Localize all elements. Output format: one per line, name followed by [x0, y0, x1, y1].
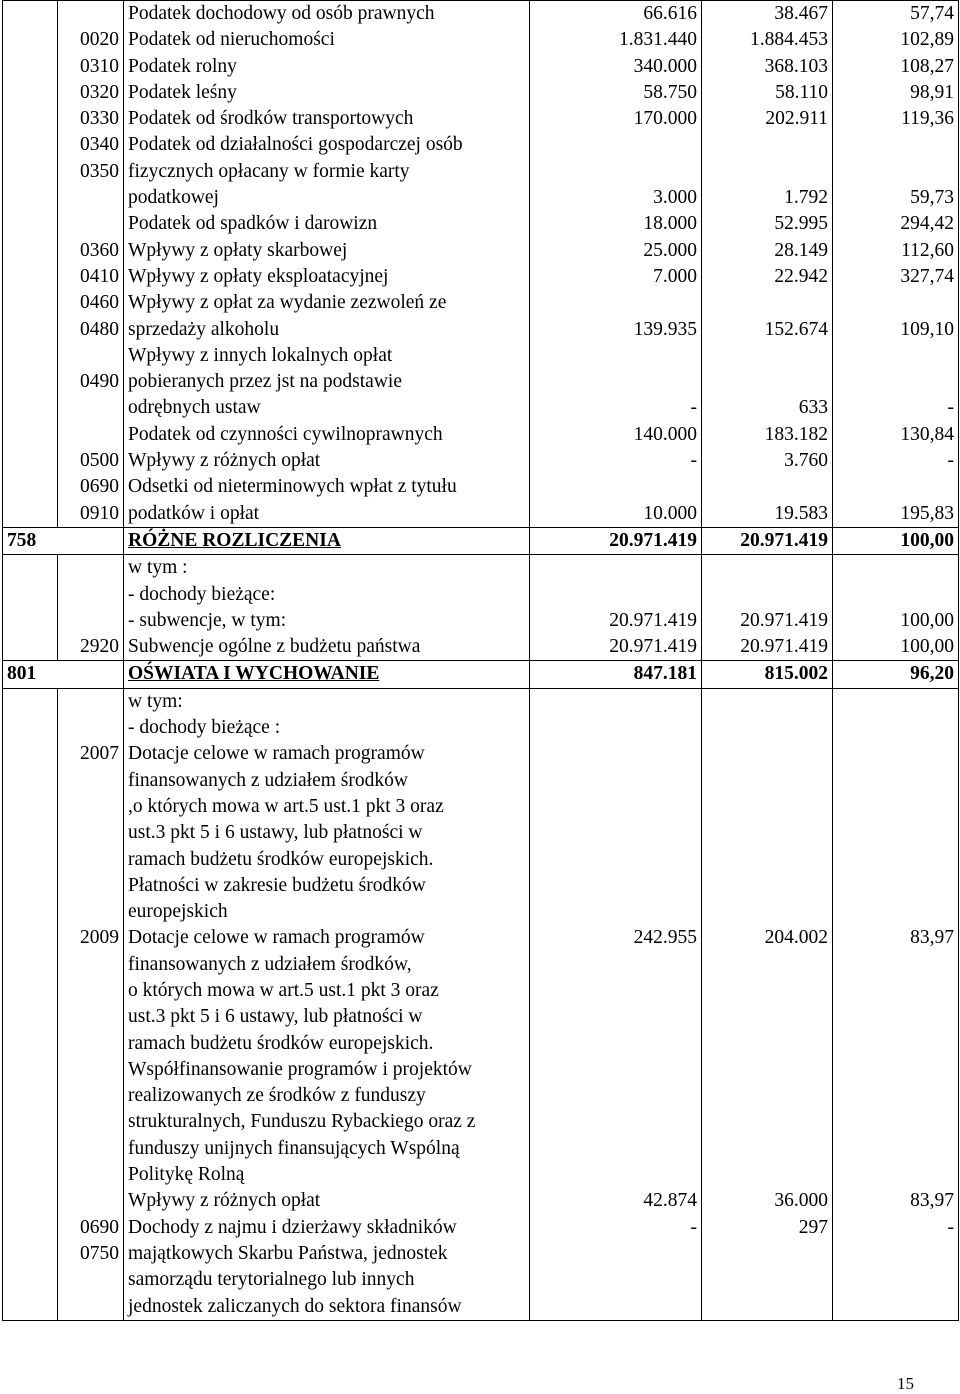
table-row: [3, 688, 959, 1320]
percent-cell: 83,97 83,97 -: [833, 688, 959, 1320]
dzial-cell: [3, 555, 58, 661]
paragraph-cell: 2007 2009 0690 0750: [58, 688, 124, 1320]
description-cell: OŚWIATA I WYCHOWANIE: [124, 661, 530, 688]
executed-amount-cell: 815.002: [702, 661, 833, 688]
plan-amount-cell: 20.971.419 20.971.419: [530, 555, 702, 661]
percent-cell: 96,20: [833, 661, 959, 688]
plan-amount-cell: 242.955 42.874 -: [530, 688, 702, 1320]
section-row: [3, 527, 959, 554]
paragraph-cell: 2920: [58, 555, 124, 661]
table-row: [3, 555, 959, 661]
description-cell: w tym: - dochody bieżące : Dotacje celowe w ramach programów finansowanych z udziałem środków ,o których mowa w art.5 ust.1 pkt 3 oraz ust.3 pkt 5 i 6 ustawy, lub płatności w ramach budżetu środków europejskich. Płatności w zakresie budżetu środków europejskich Dotacje celowe w ramach programów finansowanych z udziałem środków, o których mowa w art.5 ust.1 pkt 3 oraz ust.3 pkt 5 i 6 ustawy, lub płatności w ramach budżetu środków europejskich. Współfinansowanie programów i projektów realizowanych ze środków z funduszy strukturalnych, Funduszu Rybackiego oraz z funduszy unijnych finansujących Wspólną Politykę Rolną Wpływy z różnych opłat Dochody z najmu i dzierżawy składników majątkowych Skarbu Państwa, jednostek samorządu terytorialnego lub innych jednostek zaliczanych do sektora finansów: [124, 688, 530, 1320]
dzial-cell: 758: [3, 527, 124, 554]
executed-amount-cell: 38.467 1.884.453 368.103 58.110 202.911 1.792 52.995 28.149 22.942 152.674 633 183.182 3.760 19.583: [702, 1, 833, 528]
page-number: 15: [897, 1374, 914, 1393]
executed-amount-cell: 20.971.419: [702, 527, 833, 554]
executed-amount-cell: 20.971.419 20.971.419: [702, 555, 833, 661]
section-row: [3, 661, 959, 688]
budget-table: [2, 0, 959, 1321]
percent-cell: 100,00: [833, 527, 959, 554]
dzial-cell: [3, 1, 58, 528]
paragraph-cell: 0020 0310 0320 0330 0340 0350 0360 0410 0460 0480 0490 0500 0690 0910: [58, 1, 124, 528]
description-cell: Podatek dochodowy od osób prawnych Podatek od nieruchomości Podatek rolny Podatek leśny Podatek od środków transportowych Podatek od działalności gospodarczej osób fizycznych opłacany w formie karty podatkowej Podatek od spadków i darowizn Wpływy z opłaty skarbowej Wpływy z opłaty eksploatacyjnej Wpływy z opłat za wydanie zezwoleń ze sprzedaży alkoholu Wpływy z innych lokalnych opłat pobieranych przez jst na podstawie odrębnych ustaw Podatek od czynności cywilnoprawnych Wpływy z różnych opłat Odsetki od nieterminowych wpłat z tytułu podatków i opłat: [124, 1, 530, 528]
table-row: [3, 1, 959, 528]
percent-cell: 100,00 100,00: [833, 555, 959, 661]
description-cell: RÓŻNE ROZLICZENIA: [124, 527, 530, 554]
description-cell: w tym : - dochody bieżące: - subwencje, w tym: Subwencje ogólne z budżetu państwa: [124, 555, 530, 661]
table-body: [3, 1, 959, 1321]
plan-amount-cell: 66.616 1.831.440 340.000 58.750 170.000 3.000 18.000 25.000 7.000 139.935 - 140.000 - 10.000: [530, 1, 702, 528]
dzial-cell: [3, 688, 58, 1320]
executed-amount-cell: 204.002 36.000 297: [702, 688, 833, 1320]
plan-amount-cell: 20.971.419: [530, 527, 702, 554]
dzial-cell: 801: [3, 661, 124, 688]
plan-amount-cell: 847.181: [530, 661, 702, 688]
percent-cell: 57,74 102,89 108,27 98,91 119,36 59,73 294,42 112,60 327,74 109,10 - 130,84 - 195,83: [833, 1, 959, 528]
